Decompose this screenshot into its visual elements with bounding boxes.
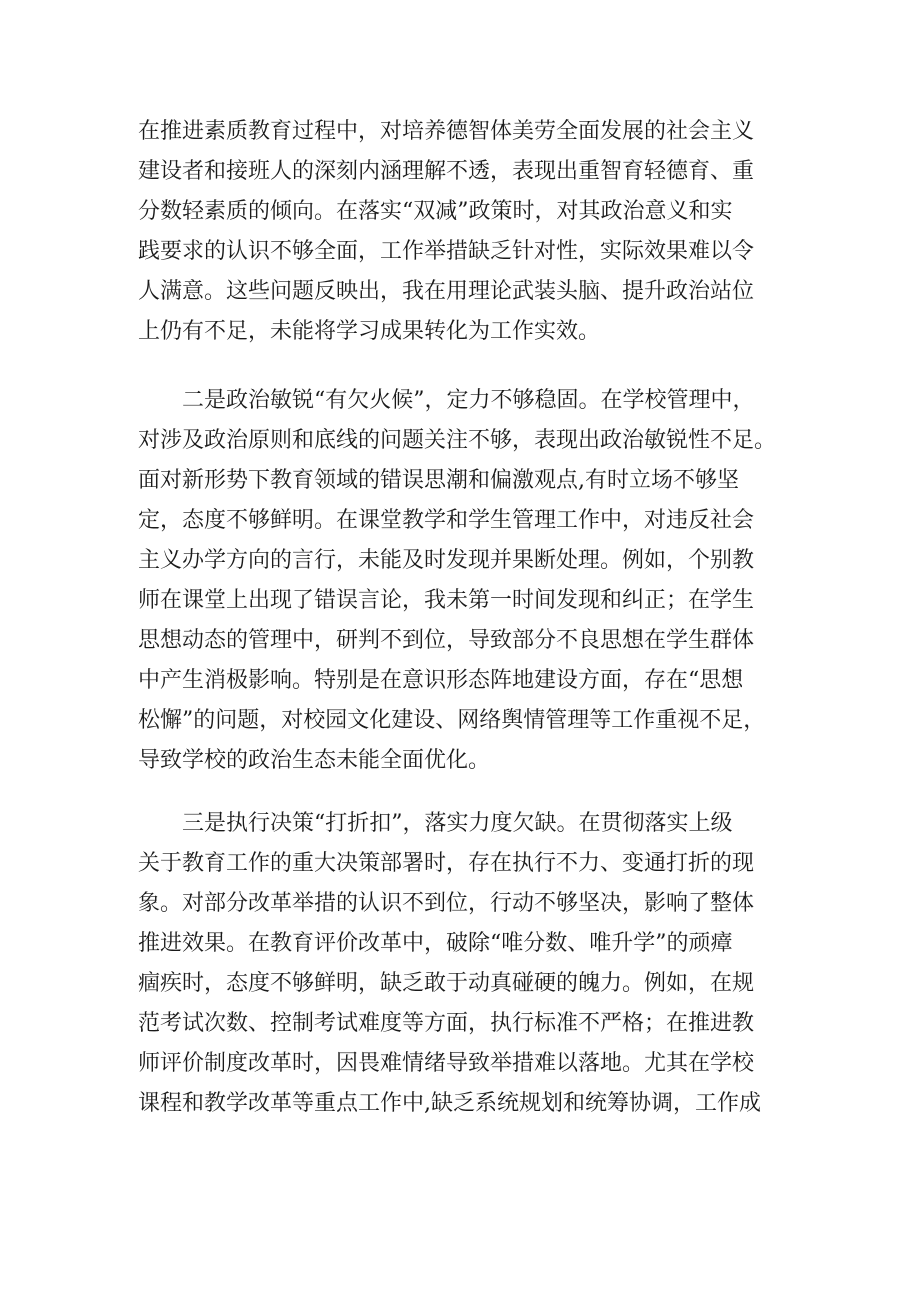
text-line: 中产生消极影响。特别是在意识形态阵地建设方面，存在“思想	[138, 668, 744, 693]
text-line: 人满意。这些问题反映出，我在用理论武装头脑、提升政治站位	[138, 279, 755, 304]
text-line: 痼疾时，态度不够鲜明，缺乏敢于动真碰硬的魄力。例如，在规	[138, 971, 755, 996]
text-line: 师在课堂上出现了错误言论，我未第一时间发现和纠正；在学生	[138, 588, 755, 613]
text-line: 导致学校的政治生态未能全面优化。	[138, 748, 491, 773]
text-line: 面对新形势下教育领域的错误思潮和偏激观点,有时立场不够坚	[138, 468, 739, 493]
text-line: 在推进素质教育过程中，对培养德智体美劳全面发展的社会主义	[138, 119, 755, 144]
text-line: 关于教育工作的重大决策部署时，存在执行不力、变通打折的现	[138, 851, 755, 876]
text-line: 三是执行决策“打折扣”，落实力度欠缺。在贯彻落实上级	[138, 811, 733, 836]
text-line: 师评价制度改革时，因畏难情绪导致举措难以落地。尤其在学校	[138, 1051, 755, 1076]
text-line: 松懈”的问题，对校园文化建设、网络舆情管理等工作重视不足，	[138, 708, 766, 733]
text-line: 二是政治敏锐“有欠火候”，定力不够稳固。在学校管理中，	[138, 388, 755, 413]
text-line: 主义办学方向的言行，未能及时发现并果断处理。例如，个别教	[138, 548, 755, 573]
text-line: 上仍有不足，未能将学习成果转化为工作实效。	[138, 319, 601, 344]
paragraph-2	[138, 381, 798, 781]
text-line: 对涉及政治原则和底线的问题关注不够，表现出政治敏锐性不足。	[138, 428, 777, 453]
text-line: 推进效果。在教育评价改革中，破除“唯分数、唯升学”的顽瘴	[138, 931, 733, 956]
text-line: 定，态度不够鲜明。在课堂教学和学生管理工作中，对违反社会	[138, 508, 755, 533]
paragraph-3	[138, 804, 798, 1124]
text-line: 分数轻素质的倾向。在落实“双减”政策时，对其政治意义和实	[138, 199, 733, 224]
text-line: 课程和教学改革等重点工作中,缺乏系统规划和统筹协调，工作成	[138, 1091, 761, 1116]
text-line: 思想动态的管理中，研判不到位，导致部分不良思想在学生群体	[138, 628, 755, 653]
text-line: 践要求的认识不够全面，工作举措缺乏针对性，实际效果难以令	[138, 239, 755, 264]
text-line: 范考试次数、控制考试难度等方面，执行标准不严格；在推进教	[138, 1011, 755, 1036]
text-line: 建设者和接班人的深刻内涵理解不透，表现出重智育轻德育、重	[138, 159, 755, 184]
text-line: 象。对部分改革举措的认识不到位，行动不够坚决，影响了整体	[138, 891, 755, 916]
paragraph-1	[138, 112, 798, 352]
